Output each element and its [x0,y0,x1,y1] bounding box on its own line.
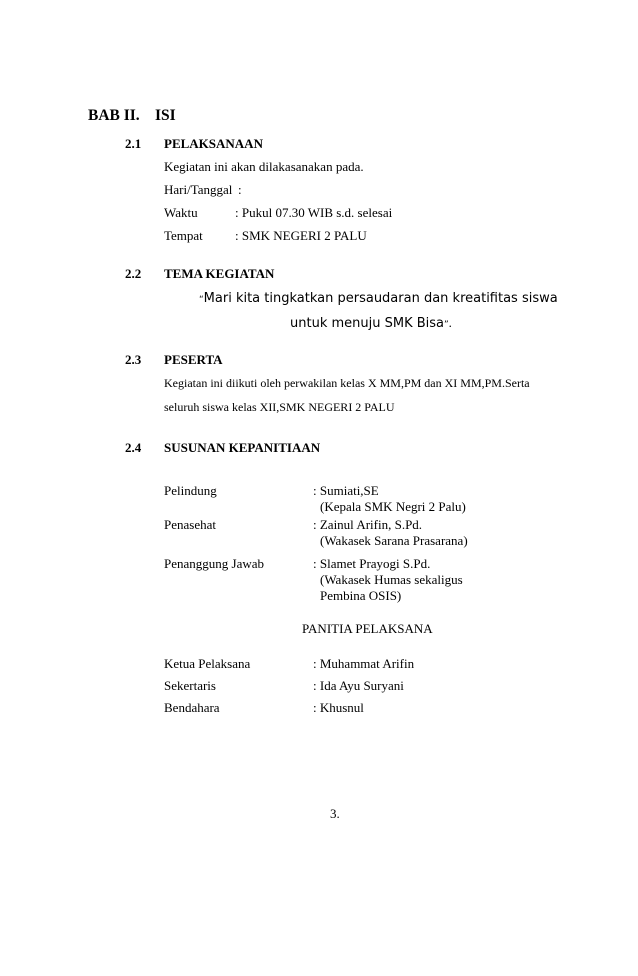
open-quote: “ [199,295,204,305]
section-number: 2.1 [125,136,142,151]
section-number: 2.4 [125,440,142,455]
section-intro: Kegiatan ini akan dilakasanakan pada. [164,159,364,174]
committee-name: : Zainul Arifin, S.Pd. [313,517,423,532]
theme-period: . [448,315,452,330]
committee-role: Penanggung Jawab [164,556,265,571]
committee-name: : Sumiati,SE [313,483,379,498]
committee-name: : Muhammat Arifin [313,656,415,671]
committee-name: : Khusnul [313,700,364,715]
close-quote: ” [444,320,449,330]
theme-text-2: untuk menuju SMK Bisa [290,316,444,331]
schedule-label: Waktu [164,205,198,220]
section-title: PESERTA [164,352,223,367]
section-number: 2.3 [125,352,142,367]
committee-role: Ketua Pelaksana [164,656,251,671]
participants-line-2: seluruh siswa kelas XII,SMK NEGERI 2 PALU [164,400,395,414]
committee-name: : Ida Ayu Suryani [313,678,404,693]
participants-line-1: Kegiatan ini diikuti oleh perwakilan kelas X MM,PM dan XI MM,PM.Serta [164,376,530,390]
schedule-label: Hari/Tanggal [164,182,233,197]
schedule-label: Tempat [164,228,203,243]
committee-note: (Wakasek Sarana Prasarana) [320,533,468,548]
schedule-value: : SMK NEGERI 2 PALU [235,228,367,243]
chapter-title: ISI [155,107,176,124]
committee-note: (Kepala SMK Negri 2 Palu) [320,499,466,514]
committee-note: Pembina OSIS) [320,588,402,603]
schedule-value: : [238,182,242,197]
chapter-number: BAB II. [88,107,140,124]
theme-line-2 [290,314,452,332]
committee-name: : Slamet Prayogi S.Pd. [313,556,431,571]
section-title: TEMA KEGIATAN [164,266,275,281]
committee-role: Pelindung [164,483,217,498]
schedule-value: : Pukul 07.30 WIB s.d. selesai [235,205,393,220]
committee-role: Bendahara [164,700,220,715]
section-title: SUSUNAN KEPANITIAAN [164,440,321,455]
theme-line-1 [199,289,558,307]
page-number: 3. [330,806,340,821]
committee-role: Penasehat [164,517,216,532]
section-title: PELAKSANAAN [164,136,263,151]
section-number: 2.2 [125,266,142,281]
theme-text-1: Mari kita tingkatkan persaudaran dan kreatifitas siswa [203,291,558,306]
panitia-heading: PANITIA PELAKSANA [302,621,433,636]
committee-role: Sekertaris [164,678,216,693]
committee-note: (Wakasek Humas sekaligus [320,572,463,587]
